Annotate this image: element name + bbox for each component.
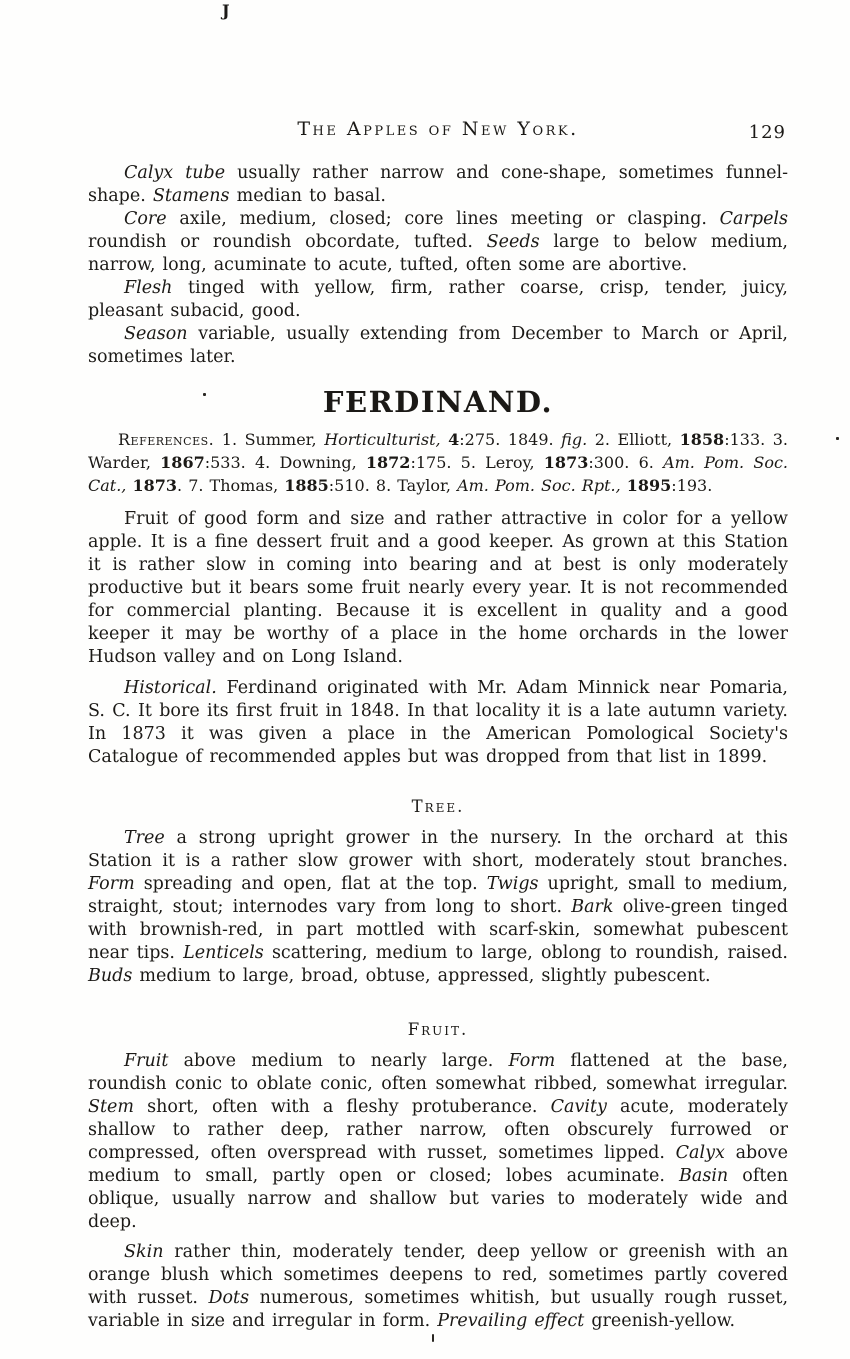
paragraph-references: References. 1. Summer, Horticulturist, 4:275. 1849. fig. 2. Elliott, 1858:133. 3. Warder, 1867:533. 4. Downing, 1872:175. 5. Leroy, 1873:300. 6. Am. Pom. Soc. Cat., 1873. 7. Thomas, 1885:510. 8. Taylor, Am. Pom. Soc. Rpt., 1895:193.	[88, 430, 789, 495]
paragraph-overview: Fruit of good form and size and rather attractive in color for a yellow apple. It is a fine dessert fruit and a good keeper. As grown at this Station it is rather slow in coming into bearing and at best is only moderately productive but it bears some fruit nearly every year. It is not recommended for commercial planting. Because it is excellent in quality and a good keeper it may be worthy of a place in the home orchards in the lower Hudson valley and on Long Island.	[88, 509, 788, 667]
ink-speck	[432, 1334, 434, 1342]
page-title: The Apples of New York.	[297, 118, 579, 140]
stray-ink-mark: J	[222, 1, 230, 20]
paragraph-flesh: Flesh tinged with yellow, firm, rather coarse, crisp, tender, juicy, pleasant subacid, good.	[88, 278, 788, 321]
paragraph-calyx-stamens: Calyx tube usually rather narrow and cone-shape, sometimes funnel-shape. Stamens median to basal.	[88, 163, 788, 206]
ink-speck	[836, 437, 839, 440]
paragraph-skin: Skin rather thin, moderately tender, deep yellow or greenish with an orange blush which sometimes deepens to red, sometimes partly covered with russet. Dots numerous, sometimes whitish, but usually rough russet, variable in size and irregular in form. Prevailing effect greenish-yellow.	[88, 1242, 789, 1331]
paragraph-historical: Historical. Ferdinand originated with Mr. Adam Minnick near Pomaria, S. C. It bore its first fruit in 1848. In that locality it is a late autumn variety. In 1873 it was given a place in the American Pomological Society's Catalogue of recommended apples but was dropped from that list in 1899.	[88, 678, 788, 767]
running-head	[88, 118, 788, 146]
ink-speck	[203, 393, 206, 396]
paragraph-tree: Tree a strong upright grower in the nursery. In the orchard at this Station it is a rather slow grower with short, moderately stout branches. Form spreading and open, flat at the top. Twigs upright, small to medium, straight, stout; internodes vary from long to short. Bark olive-green tinged with brownish-red, in part mottled with scarf-skin, somewhat pubescent near tips. Lenticels scattering, medium to large, oblong to roundish, raised. Buds medium to large, broad, obtuse, appressed, slightly pubescent.	[88, 828, 788, 986]
variety-title: FERDINAND.	[322, 385, 554, 419]
section-heading-tree: Tree.	[411, 797, 465, 816]
intro-section	[88, 162, 788, 369]
paragraph-season: Season variable, usually extending from December to March or April, sometimes later.	[88, 324, 788, 367]
page-number: 129	[748, 122, 786, 143]
paragraph-fruit: Fruit above medium to nearly large. Form flattened at the base, roundish conic to oblate conic, often somewhat ribbed, somewhat irregular. Stem short, often with a fleshy protuberance. Cavity acute, moderately shallow to rather deep, rather narrow, often obscurely furrowed or compressed, often overspread with russet, sometimes lipped. Calyx above medium to small, partly open or closed; lobes acuminate. Basin often oblique, usually narrow and shallow but varies to moderately wide and deep.	[88, 1051, 788, 1232]
paragraph-core-carpels-seeds: Core axile, medium, closed; core lines meeting or clasping. Carpels roundish or roundish obcordate, tufted. Seeds large to below medium, narrow, long, acuminate to acute, tufted, often some are abortive.	[88, 209, 788, 275]
section-heading-fruit: Fruit.	[407, 1020, 469, 1039]
